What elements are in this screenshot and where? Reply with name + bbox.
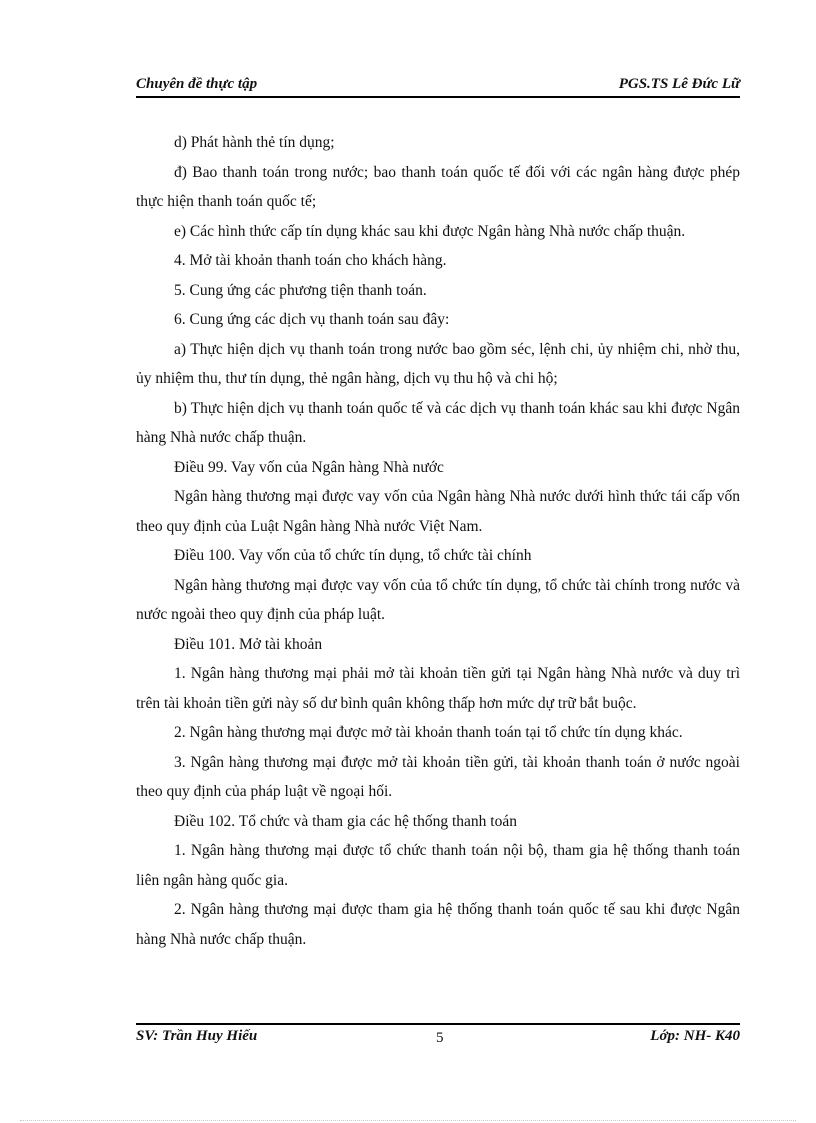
paragraph: 1. Ngân hàng thương mại phải mở tài khoản tiền gửi tại Ngân hàng Nhà nước và duy trì trên tài khoản tiền gửi này số dư bình quân không thấp hơn mức dự trữ bắt buộc. bbox=[136, 665, 740, 712]
article-heading: Điều 101. Mở tài khoản bbox=[174, 635, 323, 653]
page-footer bbox=[136, 1028, 740, 1050]
paragraph: 3. Ngân hàng thương mại được mở tài khoản tiền gửi, tài khoản thanh toán ở nước ngoài theo quy định của pháp luật về ngoại hối. bbox=[136, 753, 740, 800]
paragraph: d) Phát hành thẻ tín dụng; bbox=[174, 134, 335, 151]
paragraph: đ) Bao thanh toán trong nước; bao thanh toán quốc tế đối với các ngân hàng được phép thực hiện thanh toán quốc tế; bbox=[136, 163, 740, 210]
paragraph: e) Các hình thức cấp tín dụng khác sau khi được Ngân hàng Nhà nước chấp thuận. bbox=[174, 222, 686, 240]
header-document-type: Chuyên đề thực tập bbox=[136, 76, 258, 92]
footer-student-name: SV: Trần Huy Hiếu bbox=[136, 1028, 258, 1044]
footer-class: Lớp: NH- K40 bbox=[650, 1028, 740, 1044]
page-number: 5 bbox=[436, 1030, 444, 1046]
paragraph: 1. Ngân hàng thương mại được tổ chức thanh toán nội bộ, tham gia hệ thống thanh toán liên ngân hàng quốc gia. bbox=[136, 842, 740, 889]
paragraph: 2. Ngân hàng thương mại được tham gia hệ thống thanh toán quốc tế sau khi được Ngân hàng Nhà nước chấp thuận. bbox=[136, 901, 740, 948]
page-header bbox=[136, 74, 740, 98]
paragraph: b) Thực hiện dịch vụ thanh toán quốc tế và các dịch vụ thanh toán khác sau khi được Ngân hàng Nhà nước chấp thuận. bbox=[136, 399, 740, 446]
paragraph: 6. Cung ứng các dịch vụ thanh toán sau đây: bbox=[174, 311, 450, 328]
paragraph: a) Thực hiện dịch vụ thanh toán trong nước bao gồm séc, lệnh chi, ủy nhiệm chi, nhờ thu, ủy nhiệm thu, thư tín dụng, thẻ ngân hàng, dịch vụ thu hộ và chi hộ; bbox=[136, 340, 740, 387]
article-heading: Điều 102. Tổ chức và tham gia các hệ thống thanh toán bbox=[174, 812, 517, 830]
article-heading: Điều 99. Vay vốn của Ngân hàng Nhà nước bbox=[174, 458, 444, 476]
article-heading: Điều 100. Vay vốn của tổ chức tín dụng, tổ chức tài chính bbox=[174, 547, 532, 564]
header-supervisor: PGS.TS Lê Đức Lữ bbox=[618, 76, 740, 92]
paragraph: Ngân hàng thương mại được vay vốn của Ngân hàng Nhà nước dưới hình thức tái cấp vốn theo quy định của Luật Ngân hàng Nhà nước Việt Nam. bbox=[136, 488, 740, 535]
page-bottom-edge bbox=[20, 1120, 796, 1121]
paragraph: 2. Ngân hàng thương mại được mở tài khoản thanh toán tại tổ chức tín dụng khác. bbox=[174, 724, 683, 741]
document-body bbox=[136, 128, 740, 954]
paragraph: 4. Mở tài khoản thanh toán cho khách hàng. bbox=[174, 252, 447, 269]
footer-divider bbox=[136, 1023, 740, 1025]
paragraph: 5. Cung ứng các phương tiện thanh toán. bbox=[174, 281, 427, 299]
paragraph: Ngân hàng thương mại được vay vốn của tổ chức tín dụng, tổ chức tài chính trong nước và nước ngoài theo quy định của pháp luật. bbox=[136, 576, 740, 623]
